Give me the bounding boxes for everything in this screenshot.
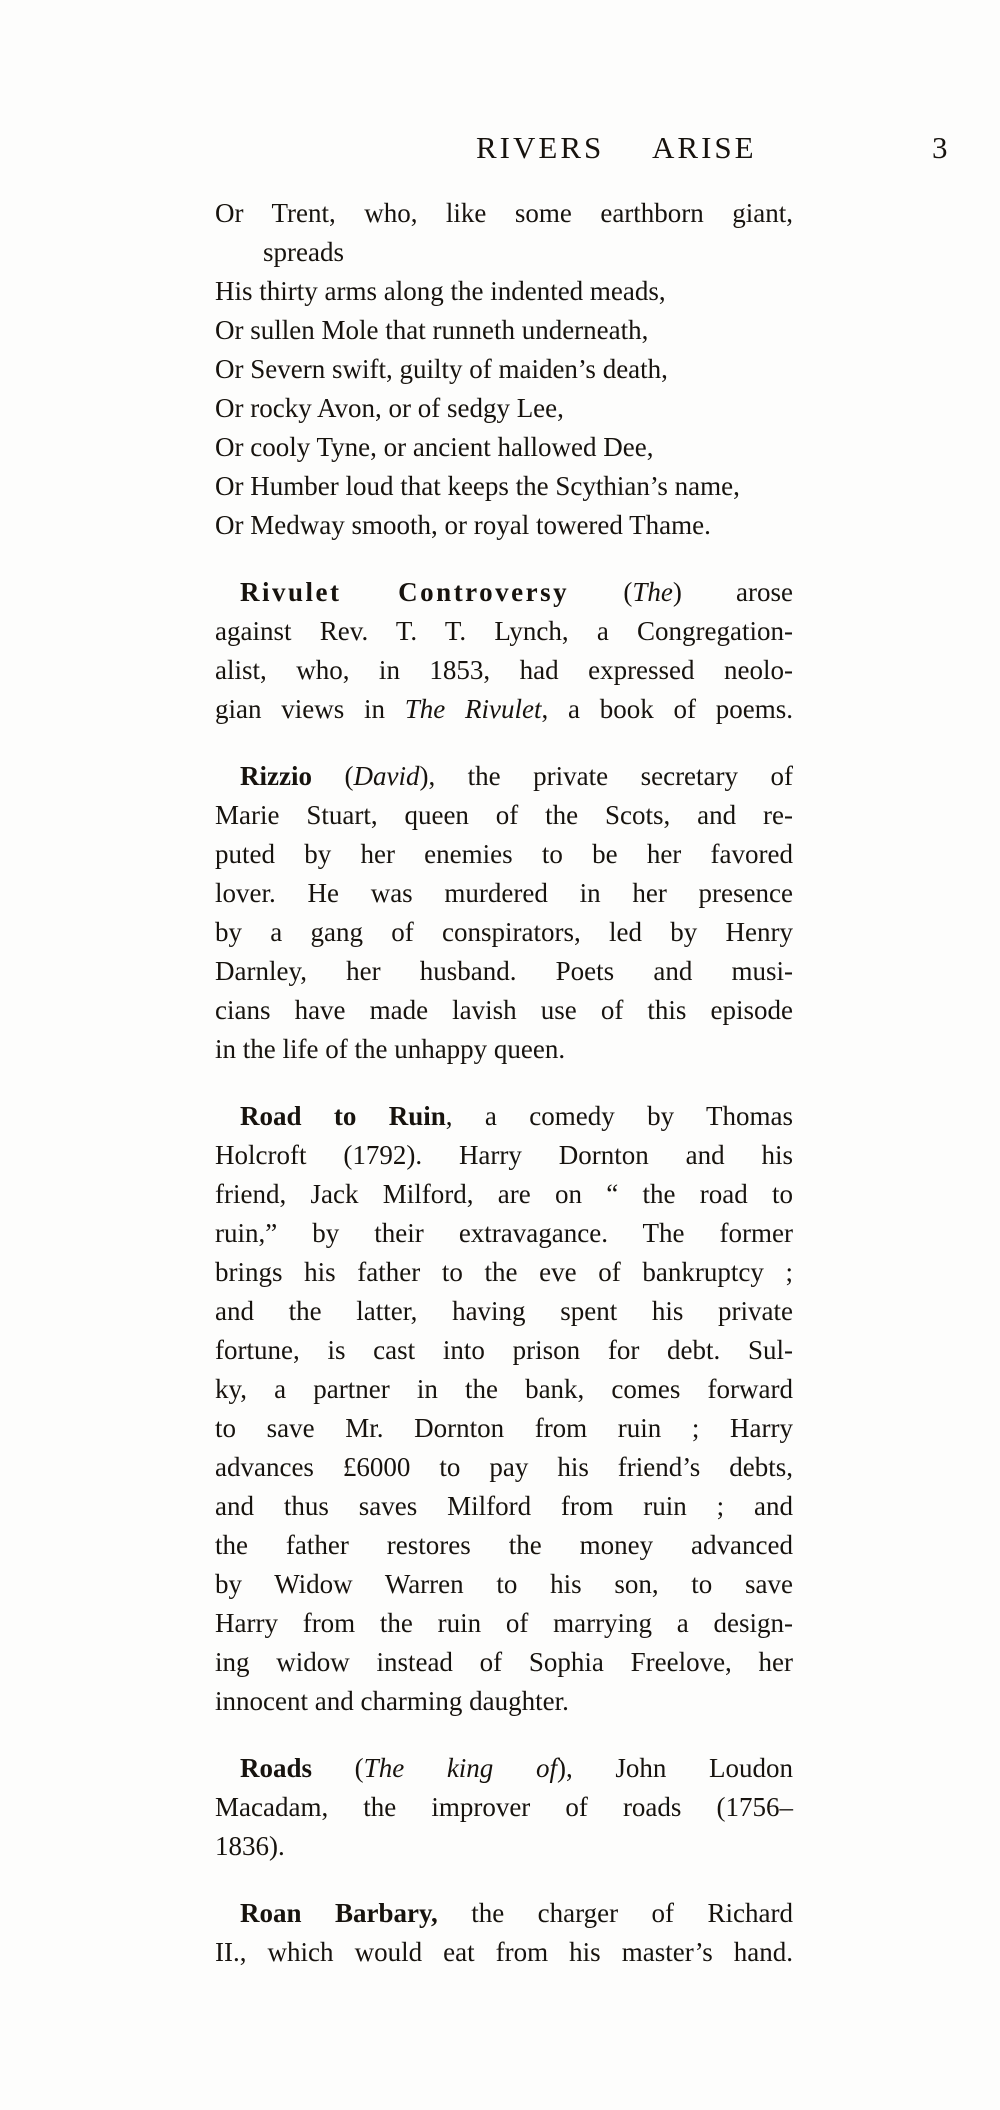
entry-headword: Rizzio bbox=[240, 761, 312, 791]
text-segment: spreads bbox=[263, 237, 344, 267]
text-segment: against Rev. T. T. Lynch, a Congregation- bbox=[215, 616, 793, 646]
text-segment: advances £6000 to pay his friend’s debts, bbox=[215, 1452, 793, 1482]
text-segment: ( bbox=[569, 577, 633, 607]
entry-headword: Roads bbox=[240, 1753, 313, 1783]
entry-line bbox=[215, 796, 793, 835]
entry-line bbox=[215, 874, 793, 913]
text-segment: to save Mr. Dornton from ruin ; Harry bbox=[215, 1413, 793, 1443]
entry-line bbox=[215, 1749, 793, 1788]
entry-line bbox=[215, 1253, 793, 1292]
entry-line bbox=[215, 991, 793, 1030]
text-segment: Darnley, her husband. Poets and musi- bbox=[215, 956, 793, 986]
text-segment: The king of bbox=[363, 1753, 557, 1783]
verse-line bbox=[215, 428, 793, 467]
text-segment: Or Medway smooth, or royal towered Thame. bbox=[215, 510, 711, 540]
text-segment: brings his father to the eve of bankruptcy ; bbox=[215, 1257, 793, 1287]
entry-headword: Rivulet Controversy bbox=[240, 577, 570, 607]
verse-line bbox=[215, 311, 793, 350]
verse-line bbox=[215, 506, 793, 545]
text-segment: gian views in bbox=[215, 694, 405, 724]
text-segment: ( bbox=[311, 761, 354, 791]
entry-line bbox=[215, 1292, 793, 1331]
entry-rivulet-controversy bbox=[215, 573, 793, 729]
text-segment: alist, who, in 1853, had expressed neolo- bbox=[215, 655, 793, 685]
text-segment: the charger of Richard bbox=[437, 1898, 793, 1928]
text-segment: The bbox=[632, 577, 673, 607]
text-segment: lover. He was murdered in her presence bbox=[215, 878, 793, 908]
entry-line bbox=[215, 1894, 793, 1933]
page-content bbox=[215, 194, 793, 1972]
text-segment: ), the private secretary of bbox=[419, 761, 793, 791]
entry-line bbox=[215, 1526, 793, 1565]
entry-line bbox=[215, 690, 793, 729]
entry-line bbox=[215, 1788, 793, 1827]
entry-line bbox=[215, 612, 793, 651]
text-segment: fortune, is cast into prison for debt. Sul- bbox=[215, 1335, 793, 1365]
text-segment: ) arose bbox=[672, 577, 793, 607]
text-segment: Holcroft (1792). Harry Dornton and his bbox=[215, 1140, 793, 1170]
verse-line bbox=[215, 233, 793, 272]
text-segment: Or cooly Tyne, or ancient hallowed Dee, bbox=[215, 432, 654, 462]
text-segment: Or sullen Mole that runneth underneath, bbox=[215, 315, 649, 345]
text-segment: by a gang of conspirators, led by Henry bbox=[215, 917, 793, 947]
text-segment: in the life of the unhappy queen. bbox=[215, 1034, 566, 1064]
entry-line bbox=[215, 1487, 793, 1526]
verse-line bbox=[215, 272, 793, 311]
page-number: 3 bbox=[932, 130, 948, 165]
entry-headword: Roan Barbary, bbox=[240, 1898, 438, 1928]
text-segment: ( bbox=[312, 1753, 364, 1783]
entry-line bbox=[215, 913, 793, 952]
entry-line bbox=[215, 1214, 793, 1253]
text-segment: Marie Stuart, queen of the Scots, and re- bbox=[215, 800, 793, 830]
verse-quotation bbox=[215, 194, 793, 545]
text-segment: Or Trent, who, like some earthborn giant, bbox=[215, 198, 793, 228]
entry-line bbox=[215, 573, 793, 612]
text-segment: cians have made lavish use of this episode bbox=[215, 995, 793, 1025]
text-segment: ruin,” by their extravagance. The former bbox=[215, 1218, 793, 1248]
entry-roads bbox=[215, 1749, 793, 1866]
text-segment: innocent and charming daughter. bbox=[215, 1686, 569, 1716]
entry-rizzio bbox=[215, 757, 793, 1069]
entry-line bbox=[215, 1136, 793, 1175]
verse-line bbox=[215, 194, 793, 233]
text-segment: Or rocky Avon, or of sedgy Lee, bbox=[215, 393, 564, 423]
text-segment: ing widow instead of Sophia Freelove, her bbox=[215, 1647, 793, 1677]
entry-headword: Road to Ruin bbox=[240, 1101, 446, 1131]
text-segment: friend, Jack Milford, are on “ the road to bbox=[215, 1179, 793, 1209]
text-segment: and the latter, having spent his private bbox=[215, 1296, 793, 1326]
entry-line bbox=[215, 1565, 793, 1604]
text-segment: David bbox=[353, 761, 420, 791]
entry-road-to-ruin bbox=[215, 1097, 793, 1721]
text-segment: ky, a partner in the bank, comes forward bbox=[215, 1374, 793, 1404]
text-segment: The Rivulet bbox=[404, 694, 542, 724]
text-segment: and thus saves Milford from ruin ; and bbox=[215, 1491, 793, 1521]
entry-line bbox=[215, 1370, 793, 1409]
entry-line bbox=[215, 1827, 793, 1866]
text-segment: 1836). bbox=[215, 1831, 285, 1861]
entry-line bbox=[215, 952, 793, 991]
entry-line bbox=[215, 757, 793, 796]
entry-line bbox=[215, 835, 793, 874]
text-segment: His thirty arms along the indented meads, bbox=[215, 276, 666, 306]
text-segment: , a book of poems. bbox=[541, 694, 794, 724]
entry-line bbox=[215, 1409, 793, 1448]
entry-line bbox=[215, 1604, 793, 1643]
entry-line bbox=[215, 1933, 793, 1972]
entry-line bbox=[215, 1030, 793, 1069]
text-segment: by Widow Warren to his son, to save bbox=[215, 1569, 793, 1599]
verse-line bbox=[215, 350, 793, 389]
verse-line bbox=[215, 467, 793, 506]
text-segment: Macadam, the improver of roads (1756– bbox=[215, 1792, 793, 1822]
text-segment: puted by her enemies to be her favored bbox=[215, 839, 793, 869]
text-segment: the father restores the money advanced bbox=[215, 1530, 793, 1560]
entry-line bbox=[215, 1682, 793, 1721]
entry-line bbox=[215, 1097, 793, 1136]
text-segment: ), John Loudon bbox=[556, 1753, 793, 1783]
verse-line bbox=[215, 389, 793, 428]
text-segment: Or Humber loud that keeps the Scythian’s name, bbox=[215, 471, 740, 501]
text-segment: II., which would eat from his master’s hand. bbox=[215, 1937, 793, 1967]
entry-line bbox=[215, 651, 793, 690]
text-segment: Harry from the ruin of marrying a design- bbox=[215, 1608, 793, 1638]
text-segment: Or Severn swift, guilty of maiden’s death, bbox=[215, 354, 668, 384]
entry-line bbox=[215, 1448, 793, 1487]
text-segment: , a comedy by Thomas bbox=[445, 1101, 793, 1131]
running-header-title: RIVERS ARISE bbox=[476, 130, 757, 165]
entry-line bbox=[215, 1175, 793, 1214]
entry-line bbox=[215, 1643, 793, 1682]
entry-line bbox=[215, 1331, 793, 1370]
entry-roan-barbary bbox=[215, 1894, 793, 1972]
